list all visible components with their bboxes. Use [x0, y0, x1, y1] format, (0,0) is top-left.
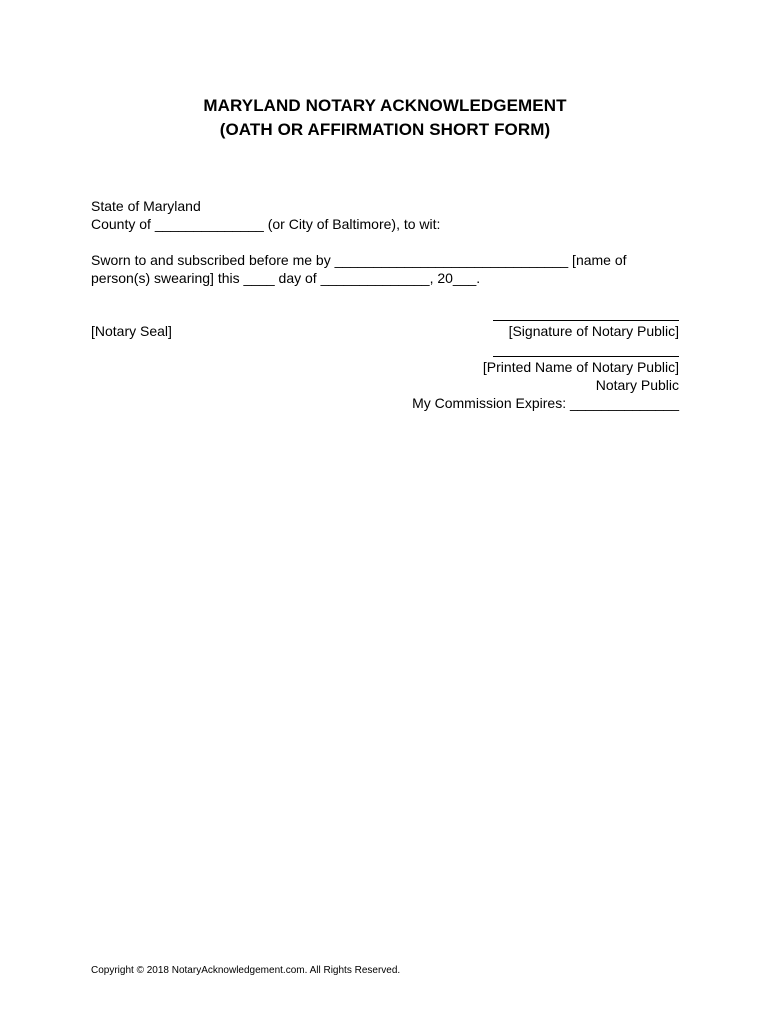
printed-name-line: [493, 356, 679, 357]
state-line: State of Maryland: [91, 198, 201, 214]
notary-seal-label: [Notary Seal]: [91, 323, 172, 339]
signature-label: [Signature of Notary Public]: [508, 323, 679, 339]
copyright-footer: Copyright © 2018 NotaryAcknowledgement.com. All Rights Reserved.: [91, 965, 401, 976]
signature-line: [493, 320, 679, 321]
notary-public-label: Notary Public: [595, 377, 679, 393]
printed-name-label: [Printed Name of Notary Public]: [482, 359, 679, 375]
sworn-statement-line-2: person(s) swearing] this ____ day of ______________, 20___.: [91, 270, 481, 286]
commission-expires-line: My Commission Expires: ______________: [412, 395, 679, 411]
sworn-statement-line-1: Sworn to and subscribed before me by ______________________________ [name of: [91, 252, 627, 268]
county-line: County of ______________ (or City of Baltimore), to wit:: [91, 216, 441, 232]
document-title-line-2: (OATH OR AFFIRMATION SHORT FORM): [219, 120, 551, 139]
document-title-line-1: MARYLAND NOTARY ACKNOWLEDGEMENT: [203, 96, 567, 115]
